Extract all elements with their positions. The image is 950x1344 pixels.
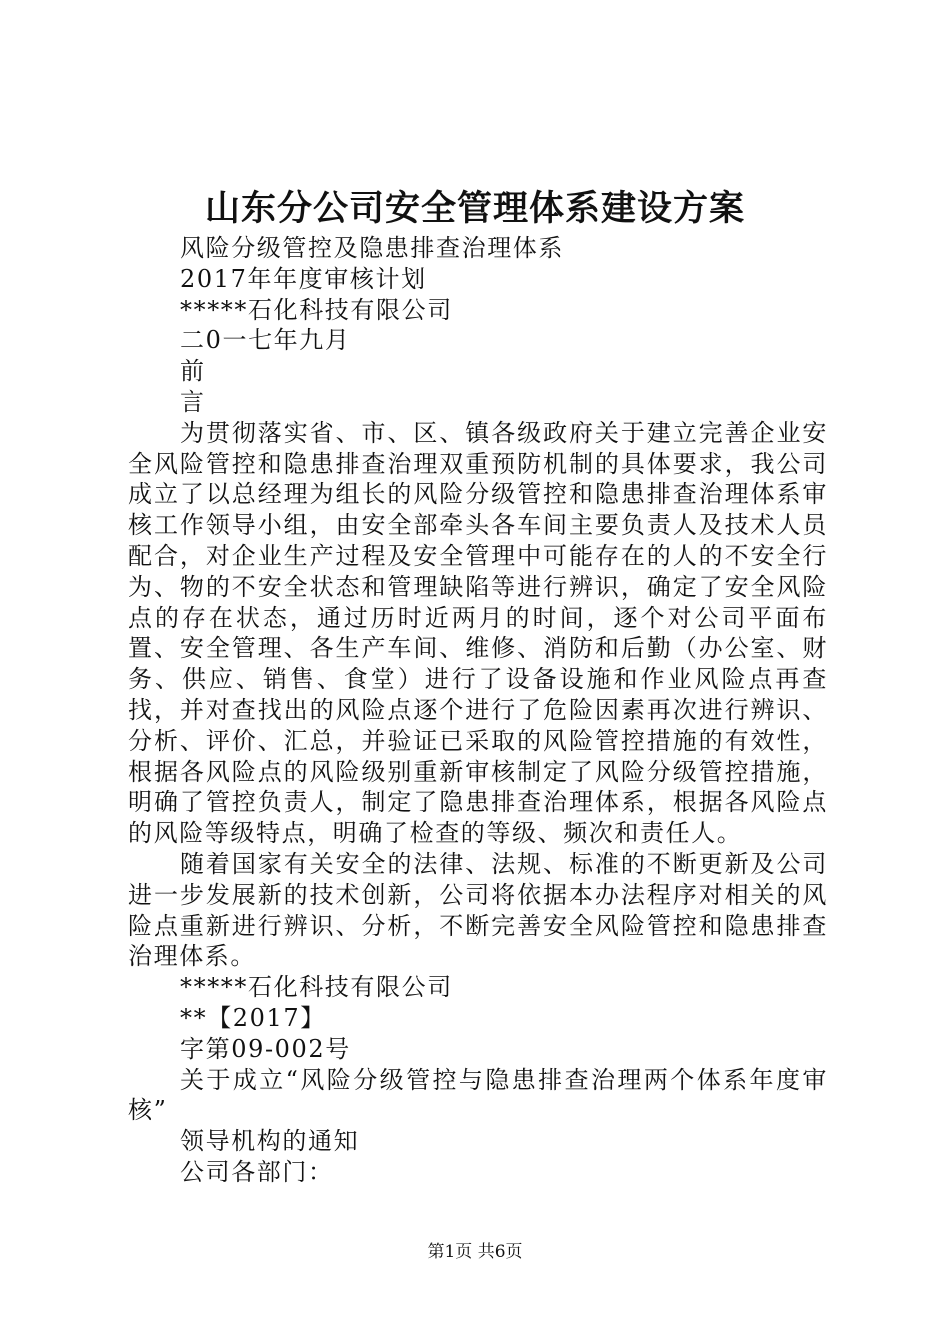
document-number: 字第09-002号 bbox=[180, 1034, 351, 1063]
preface-heading-first-char: 前 bbox=[180, 357, 206, 386]
subtitle-company: *****石化科技有限公司 bbox=[180, 295, 453, 324]
page-footer: 第1页 共6页 bbox=[427, 1242, 523, 1262]
subtitle-system-name: 风险分级管控及隐患排查治理体系 bbox=[180, 234, 564, 262]
subtitle-audit-plan: 2017年年度审核计划 bbox=[180, 264, 427, 293]
notice-subtitle: 领导机构的通知 bbox=[180, 1127, 360, 1156]
salutation: 公司各部门： bbox=[180, 1157, 334, 1186]
document-body bbox=[128, 233, 828, 1188]
signature-company: *****石化科技有限公司 bbox=[180, 973, 453, 1002]
preface-heading-second-char: 言 bbox=[180, 387, 206, 416]
preface-paragraph-2: 随着国家有关安全的法律、法规、标准的不断更新及公司进一步发展新的技术创新，公司将依据本办法程序对相关的风险点重新进行辨识、分析，不断完善安全风险管控和隐患排查治理体系。 bbox=[128, 849, 828, 971]
preface-paragraph-1: 为贯彻落实省、市、区、镇各级政府关于建立完善企业安全风险管控和隐患排查治理双重预防机制的具体要求，我公司成立了以总经理为组长的风险分级管控和隐患排查治理体系审核工作领导小组，由安全部牵头各车间主要负责人及技术人员配合，对企业生产过程及安全管理中可能存在的人的不安全行为、物的不安全状态和管理缺陷等进行辨识，确定了安全风险点的存在状态，通过历时近两月的时间，逐个对公司平面布置、安全管理、各生产车间、维修、消防和后勤（办公室、财务、供应、销售、食堂）进行了设备设施和作业风险点再查找，并对查找出的风险点逐个进行了危险因素再次进行辨识、分析、评价、汇总，并验证已采取的风险管控措施的有效性，根据各风险点的风险级别重新审核制定了风险分级管控措施，明确了管控负责人，制定了隐患排查治理体系，根据各风险点的风险等级特点，明确了检查的等级、频次和责任人。 bbox=[128, 418, 828, 848]
document-number-year: **【2017】 bbox=[180, 1003, 326, 1032]
subtitle-date: 二0一七年九月 bbox=[180, 326, 351, 355]
document-title: 山东分公司安全管理体系建设方案 bbox=[204, 188, 745, 229]
notice-title: 关于成立“风险分级管控与隐患排查治理两个体系年度审核” bbox=[128, 1065, 828, 1125]
